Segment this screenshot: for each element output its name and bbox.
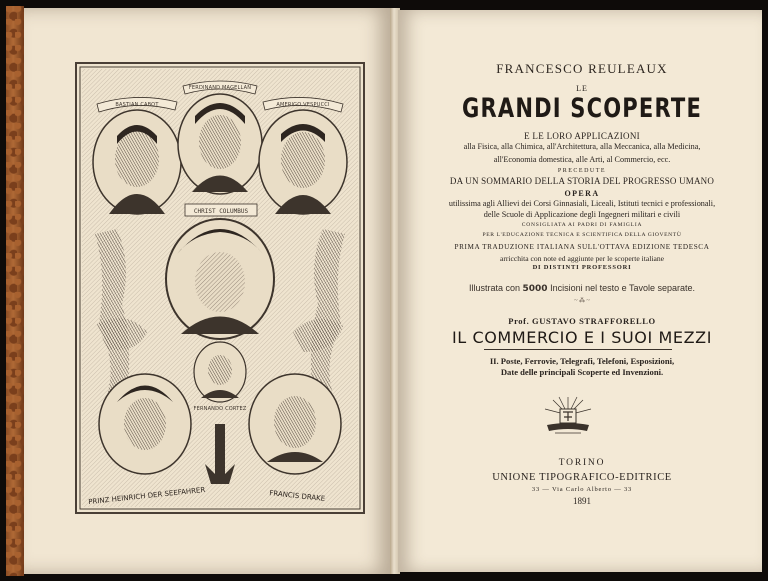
portrait-cabot — [93, 110, 181, 214]
author-name: FRANCESCO REULEAUX — [496, 61, 668, 76]
book-title: GRANDI SCOPERTE — [462, 93, 702, 124]
illus-post: Incisioni nel testo e Tavole separate. — [550, 283, 696, 293]
title-line-5: DA UN SOMMARIO DELLA STORIA DEL PROGRESSO UMANO — [449, 176, 715, 186]
title-line-4: PRECEDUTE — [557, 168, 607, 174]
label-magellan: FERDINAND MAGELLAN — [188, 85, 252, 91]
label-cabot: BASTIAN CABOT — [115, 102, 159, 108]
title-line-6: utilissima agli Allievi dei Corsi Ginnasiali, Liceali, Istituti tecnici e professionali, — [448, 199, 716, 208]
title-line-10: PRIMA TRADUZIONE ITALIANA SULL'OTTAVA EDIZIONE TEDESCA — [454, 243, 710, 251]
label-vespucci: AMERIGO VESPUCCI — [276, 102, 330, 108]
portrait-vespucci — [259, 110, 347, 214]
frontispiece-engraving — [75, 62, 365, 514]
editor-name: Prof. GUSTAVO STRAFFORELLO — [508, 316, 656, 326]
marbled-binding — [6, 6, 24, 576]
title-line-1: E LE LORO APPLICAZIONI — [524, 131, 640, 141]
title-opera: OPERA — [564, 189, 600, 198]
illus-pre: Illustrata con — [468, 283, 520, 293]
portrait-magellan — [178, 94, 262, 194]
volume-line-2: Date delle principali Scoperte ed Invenzioni. — [500, 367, 664, 377]
publisher-name: UNIONE TIPOGRAFICO-EDITRICE — [492, 472, 672, 483]
title-line-3: all'Economia domestica, alle Arti, al Commercio, ecc. — [493, 155, 671, 164]
publisher-city: TORINO — [558, 458, 606, 468]
subtitle-rule — [484, 349, 672, 350]
title-article: LE — [576, 84, 588, 93]
title-line-7: delle Scuole di Applicazione degli Ingegneri militari e civili — [483, 210, 681, 219]
volume-subtitle: IL COMMERCIO E I SUOI MEZZI — [451, 328, 713, 347]
title-line-12: DI DISTINTI PROFESSORI — [532, 264, 632, 271]
label-henry: PRINZ HEINRICH DER SEEFAHRER — [87, 485, 206, 507]
portrait-drake — [249, 374, 341, 474]
portrait-cortez — [194, 342, 246, 402]
label-cortez: FERNANDO CORTEZ — [193, 406, 247, 412]
volume-line-1: II. Poste, Ferrovie, Telegrafi, Telefoni, Esposizioni, — [489, 356, 675, 366]
title-line-9: PER L'EDUCAZIONE TECNICA E SCIENTIFICA DELLA GIOVENTÙ — [482, 232, 682, 238]
illus-number: 5000 — [522, 284, 548, 294]
label-columbus: CHRIST COLUMBUS — [193, 208, 249, 215]
portrait-henry — [99, 374, 191, 474]
publisher-mark-icon — [541, 395, 595, 437]
ornament-divider: ~ ⁂ ~ — [574, 298, 590, 304]
label-drake: FRANCIS DRAKE — [268, 489, 326, 503]
publisher-address: 33 — Via Carlo Alberto — 33 — [531, 486, 633, 493]
title-line-8: CONSIGLIATA AI PADRI DI FAMIGLIA — [521, 222, 643, 228]
title-line-2: alla Fisica, alla Chimica, all'Architettura, alla Meccanica, alla Medicina, — [463, 142, 701, 151]
illustrations-line — [400, 283, 764, 294]
title-line-11: arricchita con note ed aggiunte per le scoperte italiane — [499, 254, 665, 263]
publication-year: 1891 — [573, 496, 591, 506]
portrait-columbus — [166, 219, 274, 339]
